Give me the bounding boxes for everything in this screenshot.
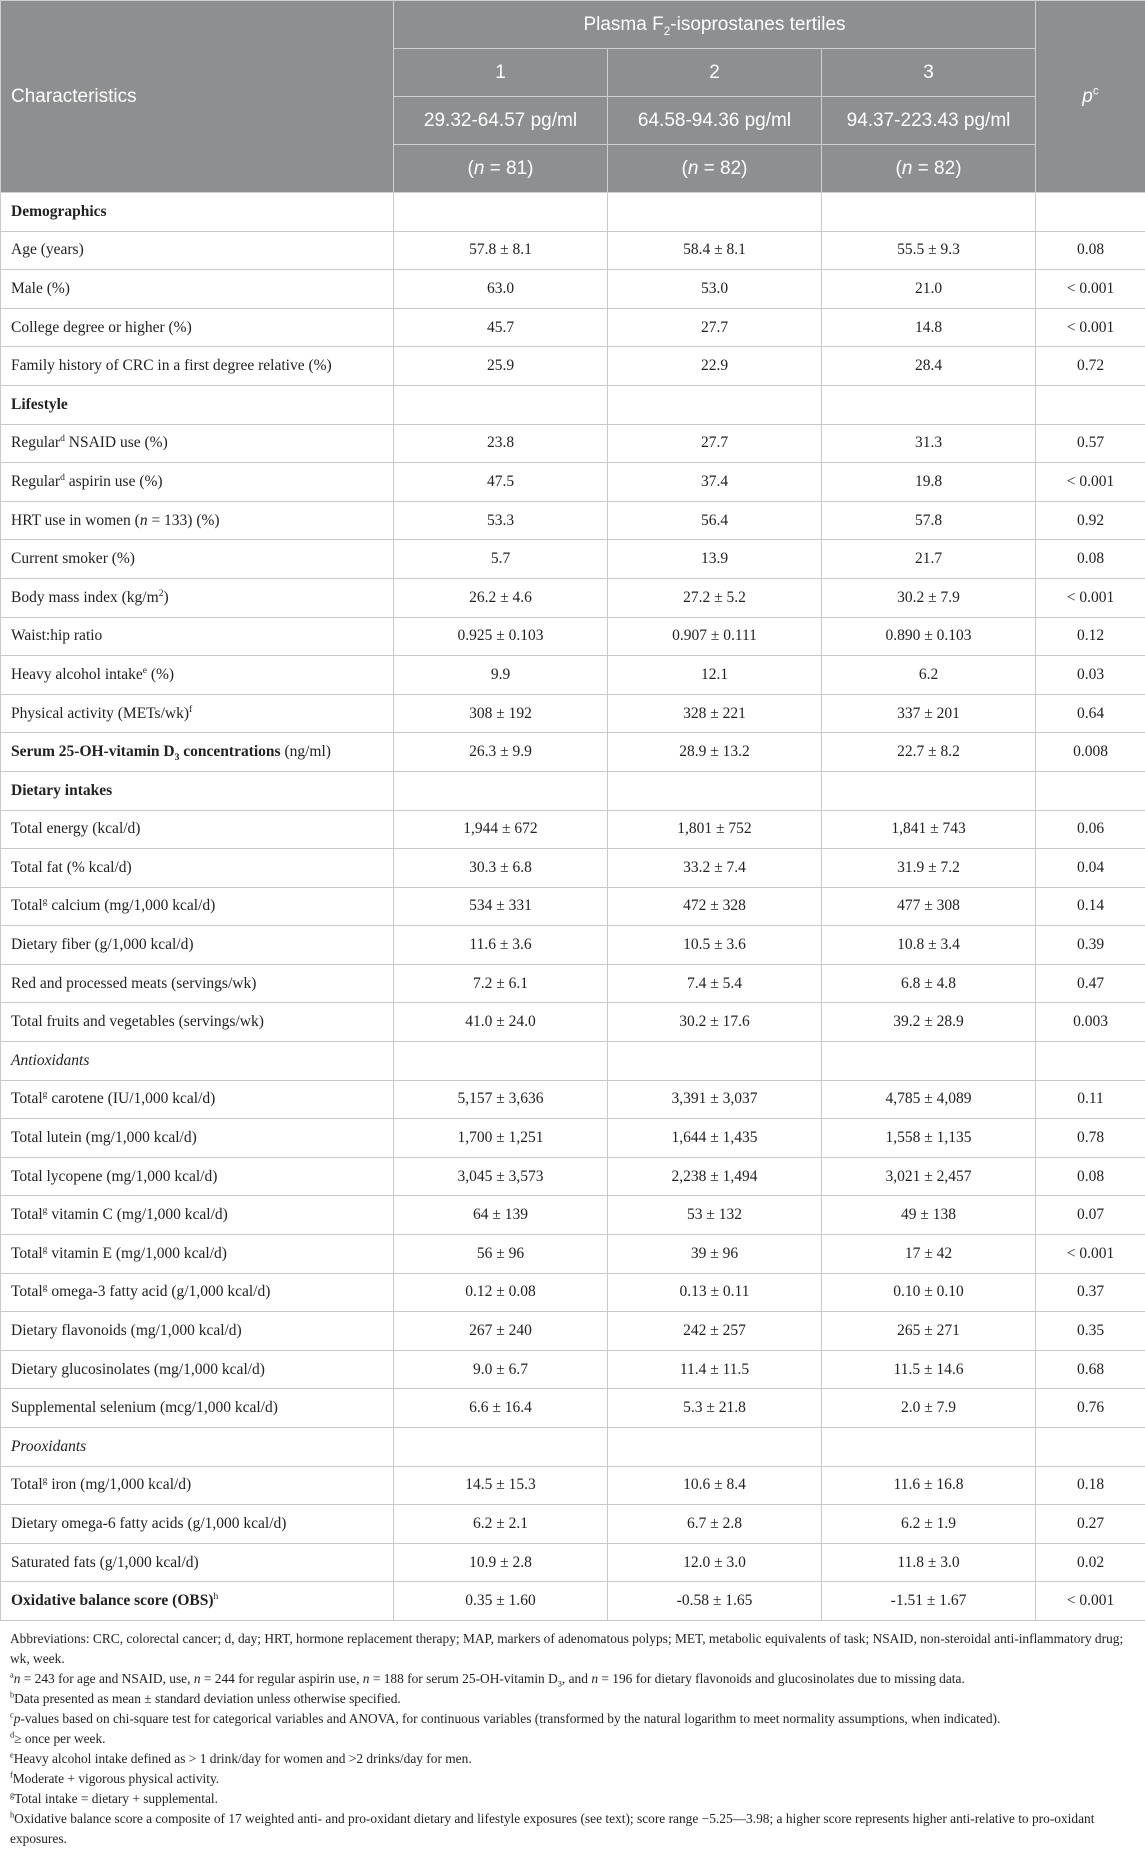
footnote-b: $^b$Data presented as mean ± standard deviation unless otherwise specified. xyxy=(10,1689,1135,1709)
tertile-3-value: 28.4 xyxy=(822,347,1036,386)
table-row-fruits-vegetables xyxy=(1,1003,1145,1042)
group-title-header: Plasma $F_2$-isoprostanes tertiles xyxy=(394,1,1036,49)
row-label: Body mass index $(kg/m^2)$ xyxy=(1,578,394,617)
tertile-1-value: 64 ± 139 xyxy=(394,1196,608,1235)
tertile-2-value: 33.2 ± 7.4 xyxy=(608,849,822,888)
p-value: 0.02 xyxy=(1036,1543,1145,1582)
table-row-physical-activity xyxy=(1,694,1145,733)
tertile-2-value: 5.3 ± 21.8 xyxy=(608,1389,822,1428)
p-value: 0.37 xyxy=(1036,1273,1145,1312)
p-value: < 0.001 xyxy=(1036,1235,1145,1274)
footnote-abbreviations: Abbreviations: CRC, colorectal cancer; d, day; HRT, hormone replacement therapy; MAP, markers of adenomatous polyps; MET, metabolic equivalents of task; NSAID, non-steroidal anti-inflammatory drug; wk, week. xyxy=(10,1629,1135,1669)
p-value: < 0.001 xyxy=(1036,578,1145,617)
tertile-1-value: 11.6 ± 3.6 xyxy=(394,926,608,965)
p-value: 0.72 xyxy=(1036,347,1145,386)
tertile-2-value: 56.4 xyxy=(608,501,822,540)
tertile-1-value: 6.6 ± 16.4 xyxy=(394,1389,608,1428)
tertile-2-value: 6.7 ± 2.8 xyxy=(608,1505,822,1544)
p-value: 0.03 xyxy=(1036,656,1145,695)
tertile-3-value: 21.0 xyxy=(822,270,1036,309)
tertile-1-value: 57.8 ± 8.1 xyxy=(394,231,608,270)
row-label: Total fat (% kcal/d) xyxy=(1,849,394,888)
row-label: Serum 25-OH-vitamin $D_3$ concentrations (ng/ml) xyxy=(1,733,394,772)
tertile-2-value: 10.5 ± 3.6 xyxy=(608,926,822,965)
p-value: < 0.001 xyxy=(1036,270,1145,309)
p-value: 0.12 xyxy=(1036,617,1145,656)
tertile-1-value: 3,045 ± 3,573 xyxy=(394,1157,608,1196)
table-row-calcium xyxy=(1,887,1145,926)
tertile-2-value: 12.1 xyxy=(608,656,822,695)
p-value: 0.27 xyxy=(1036,1505,1145,1544)
tertile-2-value: 0.13 ± 0.11 xyxy=(608,1273,822,1312)
tertile-3-value: 265 ± 271 xyxy=(822,1312,1036,1351)
tertile-1-value: 41.0 ± 24.0 xyxy=(394,1003,608,1042)
row-label: Supplemental selenium (mcg/1,000 kcal/d) xyxy=(1,1389,394,1428)
tertile-2-value: 53.0 xyxy=(608,270,822,309)
section-row-dietary xyxy=(1,771,1145,810)
section-row-lifestyle xyxy=(1,385,1145,424)
tertile-3-number: 3 xyxy=(822,49,1036,97)
tertile-3-value: 1,558 ± 1,135 xyxy=(822,1119,1036,1158)
footnote-a: $^a$n = 243 for age and NSAID, use, n = 244 for regular aspirin use, n = 188 for serum 25-OH-vitamin $D_3$, and n = 196 for dietary flavonoids and glucosinolates due to missing data. xyxy=(10,1669,1135,1689)
table-row-smoker xyxy=(1,540,1145,579)
p-value: 0.68 xyxy=(1036,1350,1145,1389)
tertile-3-value: 1,841 ± 743 xyxy=(822,810,1036,849)
row-label: Current smoker (%) xyxy=(1,540,394,579)
table-row-age xyxy=(1,231,1145,270)
tertile-2-value: 10.6 ± 8.4 xyxy=(608,1466,822,1505)
tertile-3-value: 31.9 ± 7.2 xyxy=(822,849,1036,888)
row-label: HRT use in women (n = 133) (%) xyxy=(1,501,394,540)
tertile-3-value: 21.7 xyxy=(822,540,1036,579)
tertile-1-value: 0.35 ± 1.60 xyxy=(394,1582,608,1621)
tertile-1-value: 5,157 ± 3,636 xyxy=(394,1080,608,1119)
tertile-1-value: 534 ± 331 xyxy=(394,887,608,926)
p-value: < 0.001 xyxy=(1036,308,1145,347)
tertile-1-value: 26.2 ± 4.6 xyxy=(394,578,608,617)
characteristics-header: Characteristics xyxy=(1,1,394,193)
row-label: Total$^g$ omega-3 fatty acid (g/1,000 kcal/d) xyxy=(1,1273,394,1312)
p-value: 0.47 xyxy=(1036,964,1145,1003)
tertile-1-value: 53.3 xyxy=(394,501,608,540)
table-row-lutein xyxy=(1,1119,1145,1158)
tertile-2-value: 58.4 ± 8.1 xyxy=(608,231,822,270)
tertile-3-value: 30.2 ± 7.9 xyxy=(822,578,1036,617)
tertile-3-value: 477 ± 308 xyxy=(822,887,1036,926)
tertile-3-range: 94.37-223.43 pg/ml xyxy=(822,97,1036,145)
tertile-1-value: 308 ± 192 xyxy=(394,694,608,733)
tertile-2-number: 2 xyxy=(608,49,822,97)
table-row-selenium xyxy=(1,1389,1145,1428)
tertile-2-value: 13.9 xyxy=(608,540,822,579)
p-value-header: $p^c$ xyxy=(1036,1,1145,193)
tertile-1-value: 1,700 ± 1,251 xyxy=(394,1119,608,1158)
tertile-2-value: 1,801 ± 752 xyxy=(608,810,822,849)
table-row-omega-6 xyxy=(1,1505,1145,1544)
tertile-3-value: 2.0 ± 7.9 xyxy=(822,1389,1036,1428)
p-value: 0.78 xyxy=(1036,1119,1145,1158)
p-value: 0.92 xyxy=(1036,501,1145,540)
row-label: Male (%) xyxy=(1,270,394,309)
table-row-aspirin xyxy=(1,463,1145,502)
tertile-1-value: 56 ± 96 xyxy=(394,1235,608,1274)
row-label: Family history of CRC in a first degree relative (%) xyxy=(1,347,394,386)
table-row-bmi xyxy=(1,578,1145,617)
tertile-3-value: 39.2 ± 28.9 xyxy=(822,1003,1036,1042)
p-value: 0.18 xyxy=(1036,1466,1145,1505)
table-row-vitamin-d xyxy=(1,733,1145,772)
row-label: Physical activity (METs/wk)$^f$ xyxy=(1,694,394,733)
tertile-2-value: 0.907 ± 0.111 xyxy=(608,617,822,656)
p-value: 0.08 xyxy=(1036,540,1145,579)
p-value: 0.003 xyxy=(1036,1003,1145,1042)
row-label: Total lycopene (mg/1,000 kcal/d) xyxy=(1,1157,394,1196)
table-row-vitamin-e xyxy=(1,1235,1145,1274)
tertile-3-value: 6.2 xyxy=(822,656,1036,695)
table-row-male xyxy=(1,270,1145,309)
tertile-2-value: 37.4 xyxy=(608,463,822,502)
p-value: 0.35 xyxy=(1036,1312,1145,1351)
p-value: 0.008 xyxy=(1036,733,1145,772)
p-value: 0.14 xyxy=(1036,887,1145,926)
p-value: 0.04 xyxy=(1036,849,1145,888)
tertile-2-value: 27.2 ± 5.2 xyxy=(608,578,822,617)
row-label: Dietary glucosinolates (mg/1,000 kcal/d) xyxy=(1,1350,394,1389)
row-label: Total$^g$ carotene (IU/1,000 kcal/d) xyxy=(1,1080,394,1119)
p-value: < 0.001 xyxy=(1036,463,1145,502)
table-row-iron xyxy=(1,1466,1145,1505)
section-row-antioxidants xyxy=(1,1042,1145,1081)
table-row-family-history xyxy=(1,347,1145,386)
tertile-2-value: 28.9 ± 13.2 xyxy=(608,733,822,772)
table-row-fat xyxy=(1,849,1145,888)
tertile-2-value: 1,644 ± 1,435 xyxy=(608,1119,822,1158)
tertile-1-value: 14.5 ± 15.3 xyxy=(394,1466,608,1505)
table-body xyxy=(1,193,1145,1621)
row-label: Regular$^d$ aspirin use (%) xyxy=(1,463,394,502)
tertile-2-range: 64.58-94.36 pg/ml xyxy=(608,97,822,145)
table-row-hrt xyxy=(1,501,1145,540)
tertile-1-value: 7.2 ± 6.1 xyxy=(394,964,608,1003)
tertile-3-value: 11.5 ± 14.6 xyxy=(822,1350,1036,1389)
row-label: Total fruits and vegetables (servings/wk) xyxy=(1,1003,394,1042)
tertile-1-value: 0.12 ± 0.08 xyxy=(394,1273,608,1312)
tertile-1-value: 0.925 ± 0.103 xyxy=(394,617,608,656)
tertile-2-value: 27.7 xyxy=(608,308,822,347)
row-label: Red and processed meats (servings/wk) xyxy=(1,964,394,1003)
tertile-1-n: (n = 81) xyxy=(394,145,608,193)
section-label: Prooxidants xyxy=(1,1428,394,1467)
section-row-prooxidants xyxy=(1,1428,1145,1467)
tertile-3-value: 10.8 ± 3.4 xyxy=(822,926,1036,965)
tertile-3-value: 0.10 ± 0.10 xyxy=(822,1273,1036,1312)
p-value: 0.11 xyxy=(1036,1080,1145,1119)
table-row-waist-hip xyxy=(1,617,1145,656)
tertile-3-value: 31.3 xyxy=(822,424,1036,463)
footnote-g: $^g$Total intake = dietary + supplemental. xyxy=(10,1789,1135,1809)
table-row-flavonoids xyxy=(1,1312,1145,1351)
footnote-c: $^c$p-values based on chi-square test for categorical variables and ANOVA, for continuous variables (transformed by the natural logarithm to meet normality assumptions, when indicated). xyxy=(10,1709,1135,1729)
p-value: < 0.001 xyxy=(1036,1582,1145,1621)
tertile-3-value: 11.8 ± 3.0 xyxy=(822,1543,1036,1582)
tertile-3-n: (n = 82) xyxy=(822,145,1036,193)
p-value: 0.06 xyxy=(1036,810,1145,849)
tertile-3-value: 57.8 xyxy=(822,501,1036,540)
tertile-1-value: 1,944 ± 672 xyxy=(394,810,608,849)
p-value: 0.08 xyxy=(1036,231,1145,270)
tertile-3-value: 14.8 xyxy=(822,308,1036,347)
tertile-1-value: 47.5 xyxy=(394,463,608,502)
tertile-1-value: 9.0 ± 6.7 xyxy=(394,1350,608,1389)
tertile-1-value: 267 ± 240 xyxy=(394,1312,608,1351)
tertile-2-value: 2,238 ± 1,494 xyxy=(608,1157,822,1196)
p-value: 0.57 xyxy=(1036,424,1145,463)
tertile-2-value: 11.4 ± 11.5 xyxy=(608,1350,822,1389)
tertile-3-value: 0.890 ± 0.103 xyxy=(822,617,1036,656)
table-row-lycopene xyxy=(1,1157,1145,1196)
row-label: Total$^g$ iron (mg/1,000 kcal/d) xyxy=(1,1466,394,1505)
tertile-3-value: 3,021 ± 2,457 xyxy=(822,1157,1036,1196)
tertile-3-value: 49 ± 138 xyxy=(822,1196,1036,1235)
tertile-2-value: 39 ± 96 xyxy=(608,1235,822,1274)
tertile-3-value: -1.51 ± 1.67 xyxy=(822,1582,1036,1621)
footnote-f: $^f$Moderate + vigorous physical activity. xyxy=(10,1769,1135,1789)
section-row-demographics xyxy=(1,193,1145,232)
tertile-2-value: 12.0 ± 3.0 xyxy=(608,1543,822,1582)
tertile-2-value: 53 ± 132 xyxy=(608,1196,822,1235)
row-label: Saturated fats (g/1,000 kcal/d) xyxy=(1,1543,394,1582)
table-row-carotene xyxy=(1,1080,1145,1119)
row-label: Total$^g$ vitamin C (mg/1,000 kcal/d) xyxy=(1,1196,394,1235)
section-label: Dietary intakes xyxy=(1,771,394,810)
tertile-1-value: 30.3 ± 6.8 xyxy=(394,849,608,888)
table-row-alcohol xyxy=(1,656,1145,695)
tertile-2-value: 22.9 xyxy=(608,347,822,386)
tertile-3-value: 6.2 ± 1.9 xyxy=(822,1505,1036,1544)
row-label: Heavy alcohol intake$^e$ (%) xyxy=(1,656,394,695)
tertile-2-value: 7.4 ± 5.4 xyxy=(608,964,822,1003)
tertile-3-value: 337 ± 201 xyxy=(822,694,1036,733)
row-label: College degree or higher (%) xyxy=(1,308,394,347)
section-label: Demographics xyxy=(1,193,394,232)
tertile-1-value: 63.0 xyxy=(394,270,608,309)
section-label: Antioxidants xyxy=(1,1042,394,1081)
tertile-3-value: 4,785 ± 4,089 xyxy=(822,1080,1036,1119)
table-header xyxy=(1,1,1145,193)
p-value: 0.39 xyxy=(1036,926,1145,965)
table-row-energy xyxy=(1,810,1145,849)
p-value: 0.08 xyxy=(1036,1157,1145,1196)
tertile-2-value: 27.7 xyxy=(608,424,822,463)
table-row-obs xyxy=(1,1582,1145,1621)
tertile-2-value: 30.2 ± 17.6 xyxy=(608,1003,822,1042)
p-value: 0.64 xyxy=(1036,694,1145,733)
p-value: 0.07 xyxy=(1036,1196,1145,1235)
footnote-d: $^d$≥ once per week. xyxy=(10,1729,1135,1749)
row-label: Total$^g$ vitamin E (mg/1,000 kcal/d) xyxy=(1,1235,394,1274)
section-label: Lifestyle xyxy=(1,385,394,424)
tertile-2-value: 472 ± 328 xyxy=(608,887,822,926)
tertile-1-value: 9.9 xyxy=(394,656,608,695)
tertile-2-value: 242 ± 257 xyxy=(608,1312,822,1351)
footnote-e: $^e$Heavy alcohol intake defined as > 1 drink/day for women and >2 drinks/day for men. xyxy=(10,1749,1135,1769)
row-label: Total lutein (mg/1,000 kcal/d) xyxy=(1,1119,394,1158)
row-label: Oxidative balance score (OBS)$^h$ xyxy=(1,1582,394,1621)
tertile-3-value: 19.8 xyxy=(822,463,1036,502)
tertile-3-value: 6.8 ± 4.8 xyxy=(822,964,1036,1003)
table-row-fiber xyxy=(1,926,1145,965)
tertile-2-value: 328 ± 221 xyxy=(608,694,822,733)
table-row-omega-3 xyxy=(1,1273,1145,1312)
tertile-1-value: 5.7 xyxy=(394,540,608,579)
table-footnotes xyxy=(0,1621,1145,1849)
tertile-1-value: 10.9 ± 2.8 xyxy=(394,1543,608,1582)
tertile-1-value: 26.3 ± 9.9 xyxy=(394,733,608,772)
tertile-1-number: 1 xyxy=(394,49,608,97)
table-row-vitamin-c xyxy=(1,1196,1145,1235)
tertile-1-value: 45.7 xyxy=(394,308,608,347)
row-label: Regular$^d$ NSAID use (%) xyxy=(1,424,394,463)
tertile-2-value: -0.58 ± 1.65 xyxy=(608,1582,822,1621)
table-row-college xyxy=(1,308,1145,347)
row-label: Dietary flavonoids (mg/1,000 kcal/d) xyxy=(1,1312,394,1351)
tertile-1-value: 25.9 xyxy=(394,347,608,386)
table-row-nsaid xyxy=(1,424,1145,463)
row-label: Waist:hip ratio xyxy=(1,617,394,656)
tertile-2-value: 3,391 ± 3,037 xyxy=(608,1080,822,1119)
tertile-3-value: 22.7 ± 8.2 xyxy=(822,733,1036,772)
table-row-meats xyxy=(1,964,1145,1003)
row-label: Dietary fiber (g/1,000 kcal/d) xyxy=(1,926,394,965)
tertile-1-range: 29.32-64.57 pg/ml xyxy=(394,97,608,145)
table-row-saturated-fats xyxy=(1,1543,1145,1582)
tertile-2-n: (n = 82) xyxy=(608,145,822,193)
tertile-3-value: 11.6 ± 16.8 xyxy=(822,1466,1036,1505)
p-value: 0.76 xyxy=(1036,1389,1145,1428)
tertile-1-value: 6.2 ± 2.1 xyxy=(394,1505,608,1544)
table-row-glucosinolates xyxy=(1,1350,1145,1389)
footnote-h: $^h$Oxidative balance score a composite of 17 weighted anti- and pro-oxidant dietary and lifestyle exposures (see text); score range −5.25—3.98; a higher score represents higher anti-relative to pro-oxidant exposures. xyxy=(10,1809,1135,1849)
row-label: Dietary omega-6 fatty acids (g/1,000 kcal/d) xyxy=(1,1505,394,1544)
tertile-3-value: 17 ± 42 xyxy=(822,1235,1036,1274)
row-label: Age (years) xyxy=(1,231,394,270)
tertile-1-value: 23.8 xyxy=(394,424,608,463)
row-label: Total energy (kcal/d) xyxy=(1,810,394,849)
tertile-3-value: 55.5 ± 9.3 xyxy=(822,231,1036,270)
row-label: Total$^g$ calcium (mg/1,000 kcal/d) xyxy=(1,887,394,926)
